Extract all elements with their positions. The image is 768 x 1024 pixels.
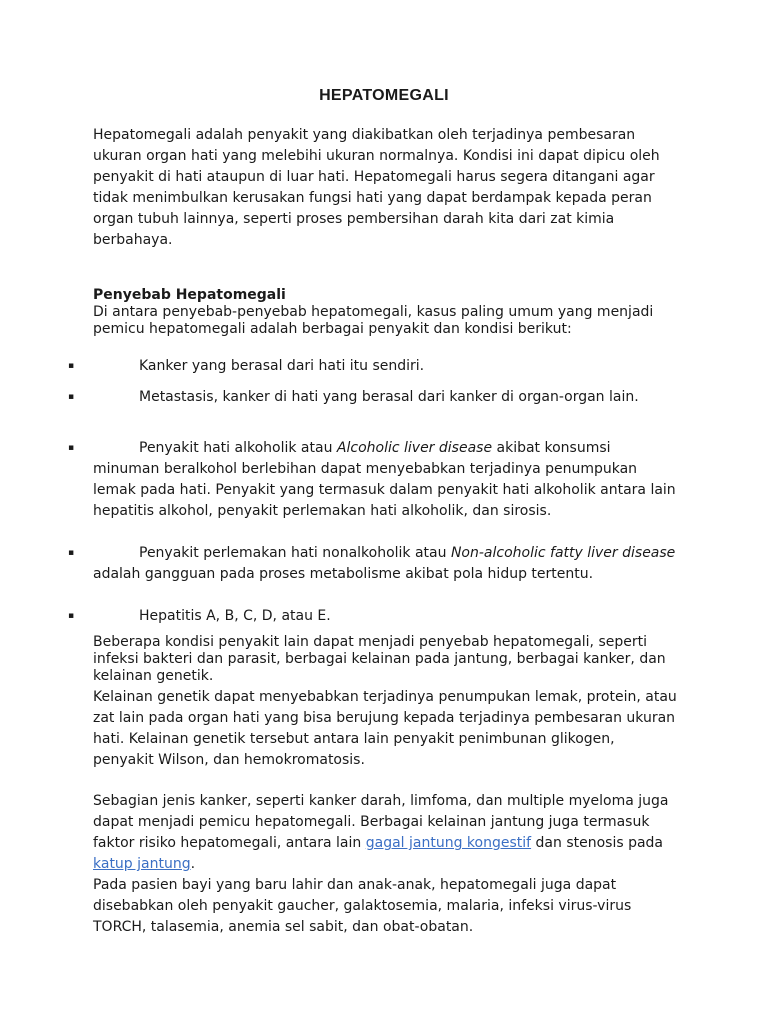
list-item (93, 387, 678, 408)
cancer-text: dan stenosis pada (531, 835, 664, 851)
causes-section (93, 287, 678, 338)
bullet-marker: ▪ (68, 361, 75, 371)
list-item-text: Kanker yang berasal dari hati itu sendiri. (139, 358, 425, 374)
bullet-marker: ▪ (68, 611, 75, 621)
list-item (93, 356, 678, 377)
section-heading: Penyebab Hepatomegali (93, 287, 286, 303)
other-causes-paragraph: Beberapa kondisi penyakit lain dapat menjadi penyebab hepatomegali, seperti infeksi bakteri dan parasit, berbagai kelainan pada jantung, berbagai kanker, dan kelainan genetik. (93, 634, 666, 684)
genetic-paragraph: Kelainan genetik dapat menyebabkan terjadinya penumpukan lemak, protein, atau zat lain pada organ hati yang bisa berujung kepada terjadinya pembesaran ukuran hati. Kelainan genetik tersebut antara lain penyakit penimbunan glikogen, penyakit Wilson, dan hemokromatosis. (93, 689, 677, 768)
list-item-text: Penyakit perlemakan hati nonalkoholik atau (139, 545, 451, 561)
list-item-emphasis: Non-alcoholic fatty liver disease (450, 545, 676, 561)
list-item-text: adalah gangguan pada proses metabolisme akibat pola hidup tertentu. (93, 566, 594, 582)
link-gagal-jantung-kongestif[interactable]: gagal jantung kongestif (365, 835, 532, 851)
list-item (93, 438, 678, 522)
section-intro: Di antara penyebab-penyebab hepatomegali, kasus paling umum yang menjadi pemicu hepatomegali adalah berbagai penyakit dan kondisi berikut: (93, 304, 654, 337)
cancer-text: . (190, 856, 196, 872)
list-item (93, 606, 678, 627)
list-item-text: Metastasis, kanker di hati yang berasal dari kanker di organ-organ lain. (139, 389, 639, 405)
bullet-marker: ▪ (68, 548, 75, 558)
link-katup-jantung[interactable]: katup jantung (93, 856, 191, 872)
bullet-marker: ▪ (68, 392, 75, 402)
list-item-text: akibat konsumsi minuman beralkohol berlebihan dapat menyebabkan terjadinya penumpukan lemak pada hati. Penyakit yang termasuk dalam penyakit hati alkoholik antara lain hepatitis alkohol, penyakit perlemakan hati alkoholik, dan sirosis. (93, 440, 676, 519)
list-item-text: Hepatitis A, B, C, D, atau E. (139, 608, 331, 624)
document-title: HEPATOMEGALI (319, 87, 449, 104)
list-item (93, 543, 678, 585)
cancer-text: Sebagian jenis kanker, seperti kanker darah, limfoma, dan multiple myeloma juga dapat menjadi pemicu hepatomegali. Berbagai kelainan jantung juga termasuk faktor risiko hepatomegali, antara lain (93, 793, 669, 851)
list-item-emphasis: Alcoholic liver disease (336, 440, 493, 456)
list-item-text: Penyakit hati alkoholik atau (139, 440, 337, 456)
intro-paragraph: Hepatomegali adalah penyakit yang diakibatkan oleh terjadinya pembesaran ukuran organ hati yang melebihi ukuran normalnya. Kondisi ini dapat dipicu oleh penyakit di hati ataupun di luar hati. Hepatomegali harus segera ditangani agar tidak menimbulkan kerusakan fungsi hati yang dapat berdampak kepada peran organ tubuh lainnya, seperti proses pembersihan darah kita dari zat kimia berbahaya. (93, 127, 660, 248)
infant-paragraph: Pada pasien bayi yang baru lahir dan anak-anak, hepatomegali juga dapat disebabkan oleh penyakit gaucher, galaktosemia, malaria, infeksi virus-virus TORCH, talasemia, anemia sel sabit, dan obat-obatan. (93, 877, 632, 935)
bullet-marker: ▪ (68, 443, 75, 453)
cancer-paragraph (93, 791, 678, 875)
